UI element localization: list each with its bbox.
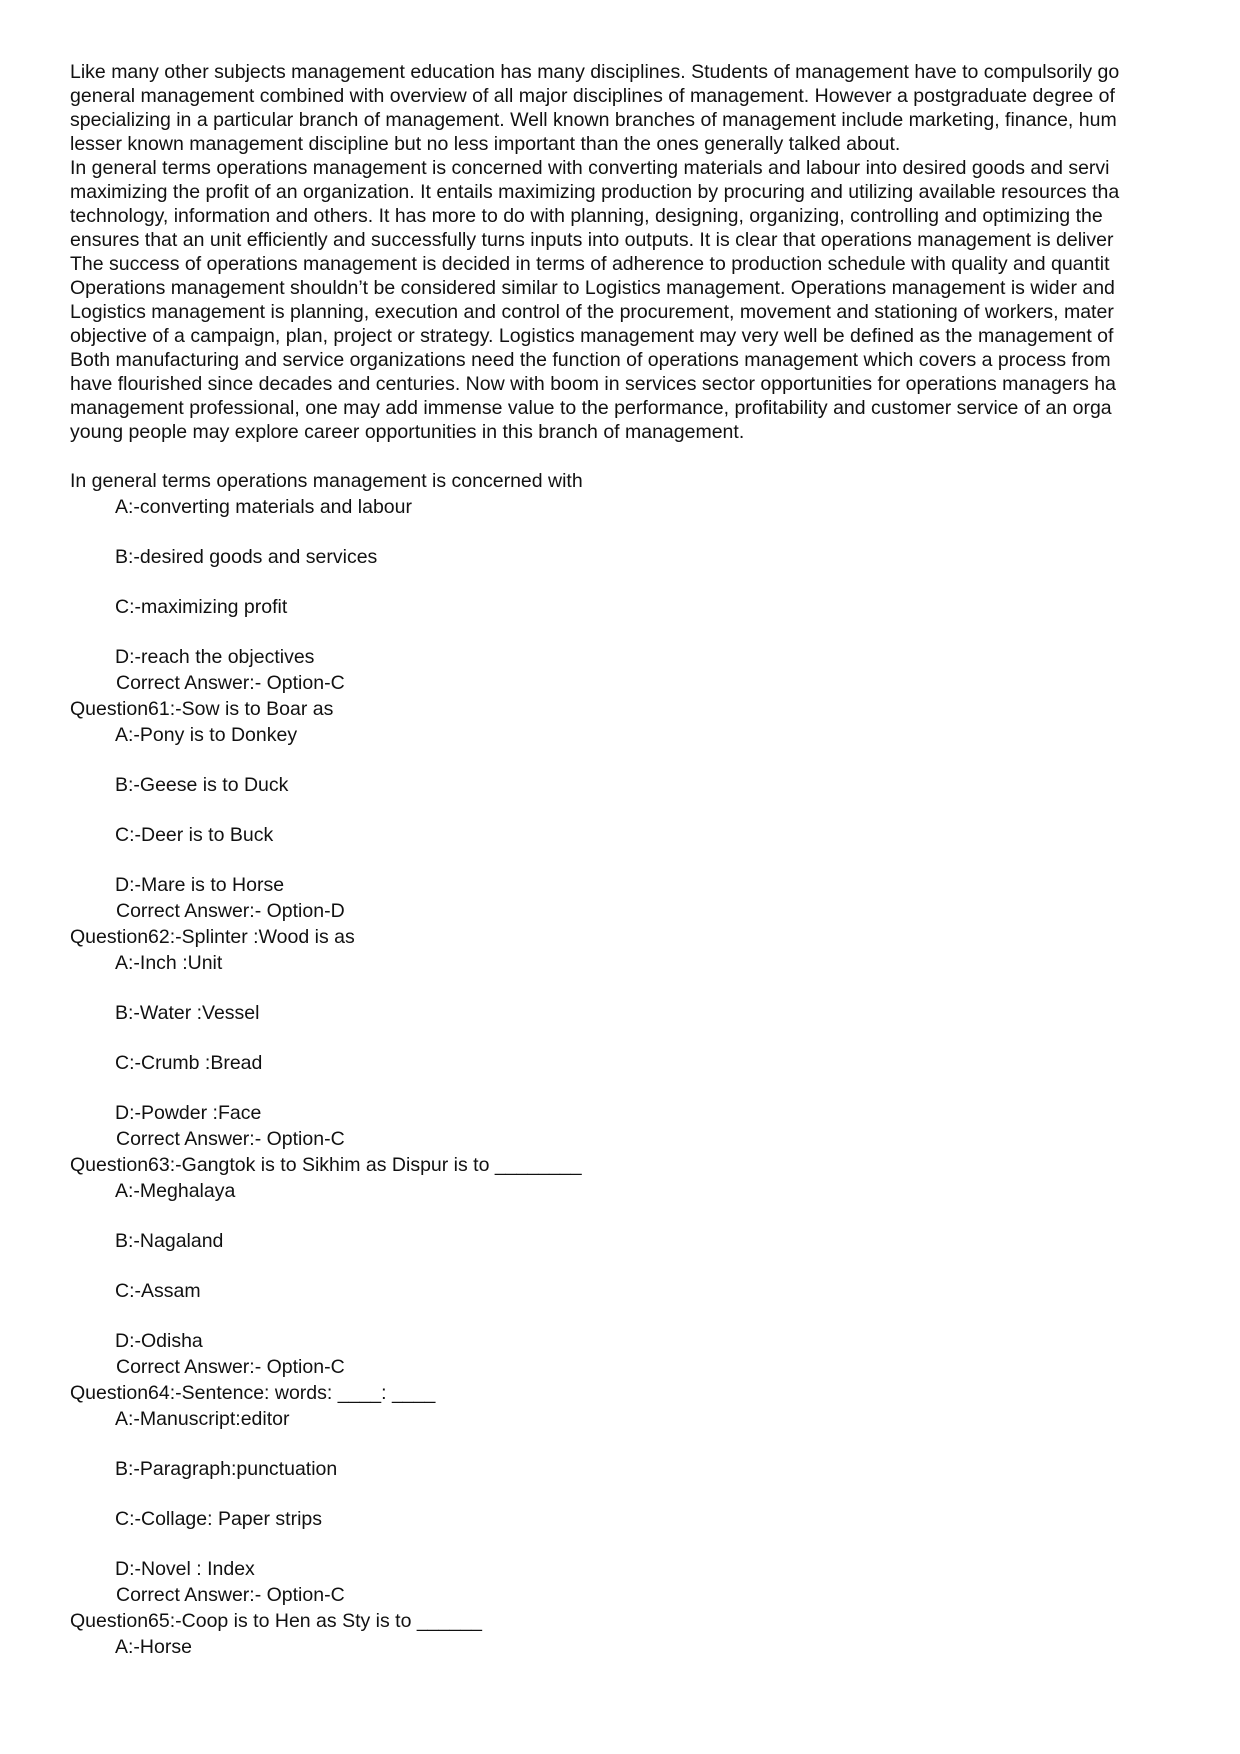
question-block bbox=[70, 924, 1188, 1152]
option-d: D:-reach the objectives bbox=[115, 646, 315, 668]
question-stem: Question62:-Splinter :Wood is as bbox=[70, 926, 355, 948]
correct-answer: Correct Answer:- Option-C bbox=[116, 672, 345, 694]
spacer bbox=[70, 748, 1188, 772]
reading-passage bbox=[70, 60, 1188, 444]
option-c: C:-maximizing profit bbox=[115, 596, 288, 618]
option-c: C:-Assam bbox=[115, 1280, 201, 1302]
passage-line: objective of a campaign, plan, project or strategy. Logistics management may very well be defined as the management of bbox=[70, 325, 1114, 347]
option-b: B:-Water :Vessel bbox=[115, 1002, 260, 1024]
passage-line: Like many other subjects management education has many disciplines. Students of management have to compulsorily go bbox=[70, 61, 1120, 83]
option-a: A:-Horse bbox=[115, 1636, 192, 1658]
passage-line: technology, information and others. It has more to do with planning, designing, organizing, controlling and optimizing the bbox=[70, 205, 1103, 227]
question-block bbox=[70, 696, 1188, 924]
correct-answer: Correct Answer:- Option-D bbox=[116, 900, 345, 922]
correct-answer: Correct Answer:- Option-C bbox=[116, 1584, 345, 1606]
option-a: A:-Manuscript:editor bbox=[115, 1408, 290, 1430]
option-c: C:-Deer is to Buck bbox=[115, 824, 274, 846]
option-b: B:-desired goods and services bbox=[115, 546, 378, 568]
spacer bbox=[70, 620, 1188, 644]
spacer bbox=[70, 1204, 1188, 1228]
spacer bbox=[70, 798, 1188, 822]
question-stem: Question65:-Coop is to Hen as Sty is to ______ bbox=[70, 1610, 482, 1632]
option-d: D:-Powder :Face bbox=[115, 1102, 262, 1124]
option-a: A:-Pony is to Donkey bbox=[115, 724, 298, 746]
passage-line: young people may explore career opportunities in this branch of management. bbox=[70, 421, 745, 443]
spacer bbox=[70, 1076, 1188, 1100]
spacer bbox=[70, 1532, 1188, 1556]
document-page bbox=[70, 60, 1188, 1740]
passage-line: Operations management shouldn’t be considered similar to Logistics management. Operations management is wider and bbox=[70, 277, 1115, 299]
option-b: B:-Nagaland bbox=[115, 1230, 224, 1252]
spacer bbox=[70, 976, 1188, 1000]
correct-answer: Correct Answer:- Option-C bbox=[116, 1356, 345, 1378]
spacer bbox=[70, 570, 1188, 594]
option-d: D:-Mare is to Horse bbox=[115, 874, 285, 896]
spacer bbox=[70, 848, 1188, 872]
passage-line: ensures that an unit efficiently and successfully turns inputs into outputs. It is clear that operations management is deliver bbox=[70, 229, 1114, 251]
question-stem: Question64:-Sentence: words: ____: ____ bbox=[70, 1382, 436, 1404]
question-block bbox=[70, 1380, 1188, 1608]
passage-line: Logistics management is planning, execution and control of the procurement, movement and stationing of workers, mater bbox=[70, 301, 1114, 323]
passage-line: specializing in a particular branch of management. Well known branches of management include marketing, finance, hum bbox=[70, 109, 1117, 131]
option-c: C:-Collage: Paper strips bbox=[115, 1508, 322, 1530]
passage-line: have flourished since decades and centuries. Now with boom in services sector opportunities for operations managers ha bbox=[70, 373, 1116, 395]
option-d: D:-Novel : Index bbox=[115, 1558, 255, 1580]
passage-line: The success of operations management is decided in terms of adherence to production schedule with quality and quantit bbox=[70, 253, 1110, 275]
passage-line: Both manufacturing and service organizations need the function of operations management which covers a process from bbox=[70, 349, 1111, 371]
option-c: C:-Crumb :Bread bbox=[115, 1052, 263, 1074]
option-a: A:-converting materials and labour bbox=[115, 496, 412, 518]
passage-line: maximizing the profit of an organization. It entails maximizing production by procuring and utilizing available resources tha bbox=[70, 181, 1120, 203]
question-block bbox=[70, 1152, 1188, 1380]
question-block bbox=[70, 468, 1188, 696]
spacer bbox=[70, 1304, 1188, 1328]
passage-line: general management combined with overview of all major disciplines of management. However a postgraduate degree of bbox=[70, 85, 1115, 107]
question-stem: Question63:-Gangtok is to Sikhim as Dispur is to ________ bbox=[70, 1154, 582, 1176]
question-stem: In general terms operations management is concerned with bbox=[70, 470, 583, 492]
spacer bbox=[70, 1254, 1188, 1278]
option-a: A:-Inch :Unit bbox=[115, 952, 223, 974]
option-d: D:-Odisha bbox=[115, 1330, 203, 1352]
passage-line: management professional, one may add immense value to the performance, profitability and customer service of an orga bbox=[70, 397, 1112, 419]
spacer bbox=[70, 1482, 1188, 1506]
spacer bbox=[70, 520, 1188, 544]
question-block bbox=[70, 1608, 1188, 1660]
question-stem: Question61:-Sow is to Boar as bbox=[70, 698, 334, 720]
spacer bbox=[70, 1432, 1188, 1456]
correct-answer: Correct Answer:- Option-C bbox=[116, 1128, 345, 1150]
passage-line: lesser known management discipline but no less important than the ones generally talked about. bbox=[70, 133, 901, 155]
option-a: A:-Meghalaya bbox=[115, 1180, 236, 1202]
option-b: B:-Paragraph:punctuation bbox=[115, 1458, 338, 1480]
spacer bbox=[70, 1026, 1188, 1050]
passage-line: In general terms operations management is concerned with converting materials and labour into desired goods and servi bbox=[70, 157, 1110, 179]
option-b: B:-Geese is to Duck bbox=[115, 774, 289, 796]
